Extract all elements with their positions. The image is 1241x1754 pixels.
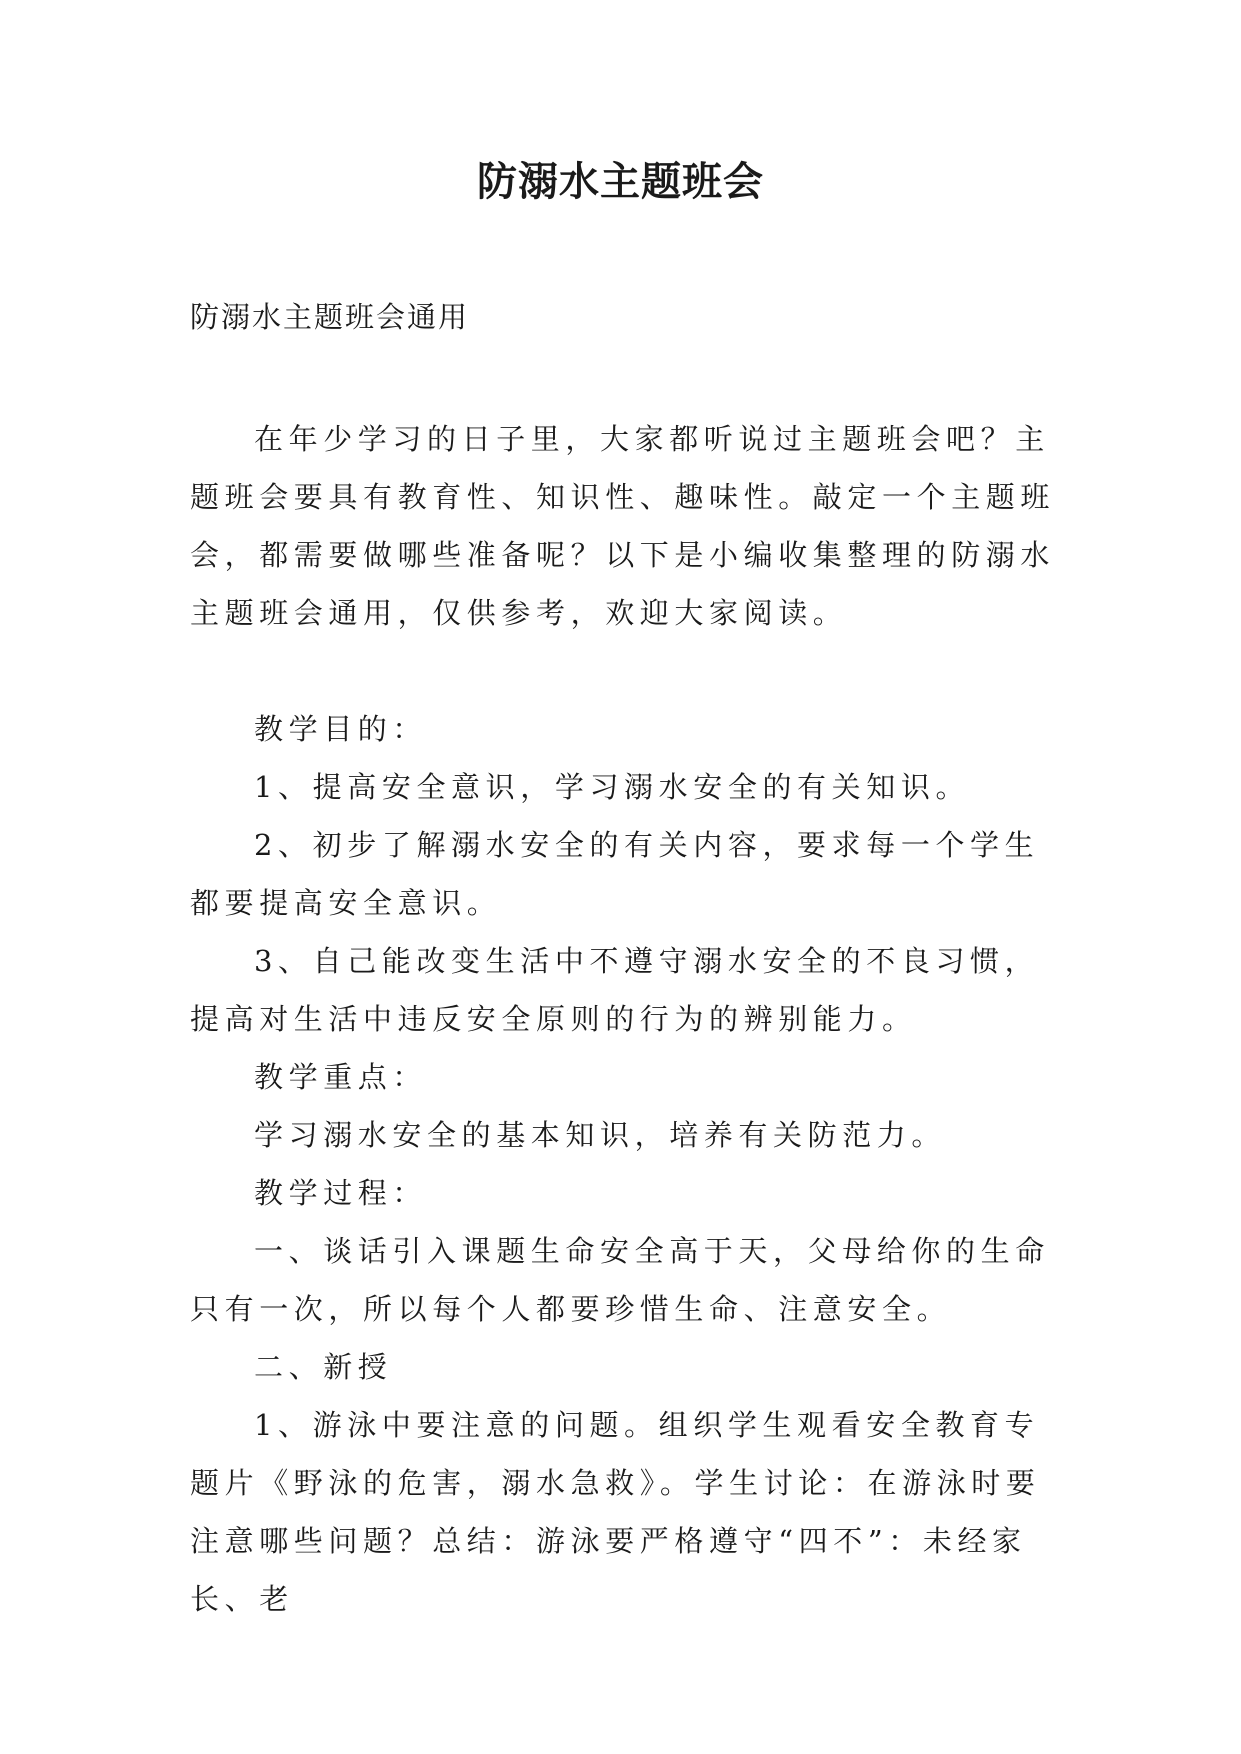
section-heading-process: 教学过程： bbox=[254, 1176, 428, 1210]
process-subheading: 二、新授 bbox=[254, 1350, 393, 1384]
process-paragraph: 一、谈话引入课题生命安全高于天，父母给你的生命只有一次，所以每个人都要珍惜生命、注意安全。 bbox=[190, 1234, 1050, 1326]
objective-item: 1、提高安全意识，学习溺水安全的有关知识。 bbox=[254, 770, 971, 804]
document-body bbox=[190, 410, 1070, 1628]
objective-item: 3、自己能改变生活中不遵守溺水安全的不良习惯，提高对生活中违反安全原则的行为的辨别能力。 bbox=[190, 944, 1040, 1036]
objective-item: 2、初步了解溺水安全的有关内容，要求每一个学生都要提高安全意识。 bbox=[190, 828, 1040, 920]
section-heading-key-points: 教学重点： bbox=[254, 1060, 428, 1094]
intro-paragraph: 在年少学习的日子里，大家都听说过主题班会吧？主题班会要具有教育性、知识性、趣味性。敲定一个主题班会，都需要做哪些准备呢？以下是小编收集整理的防溺水主题班会通用，仅供参考，欢迎大家阅读。 bbox=[190, 422, 1056, 630]
section-heading-objectives: 教学目的： bbox=[254, 712, 428, 746]
document-subtitle: 防溺水主题班会通用 bbox=[190, 300, 470, 334]
key-point-text: 学习溺水安全的基本知识，培养有关防范力。 bbox=[254, 1118, 947, 1152]
document-title: 防溺水主题班会 bbox=[477, 158, 764, 205]
process-paragraph: 1、游泳中要注意的问题。组织学生观看安全教育专题片《野泳的危害，溺水急救》。学生讨论：在游泳时要注意哪些问题？总结：游泳要严格遵守“四不”：未经家长、老 bbox=[190, 1408, 1041, 1616]
